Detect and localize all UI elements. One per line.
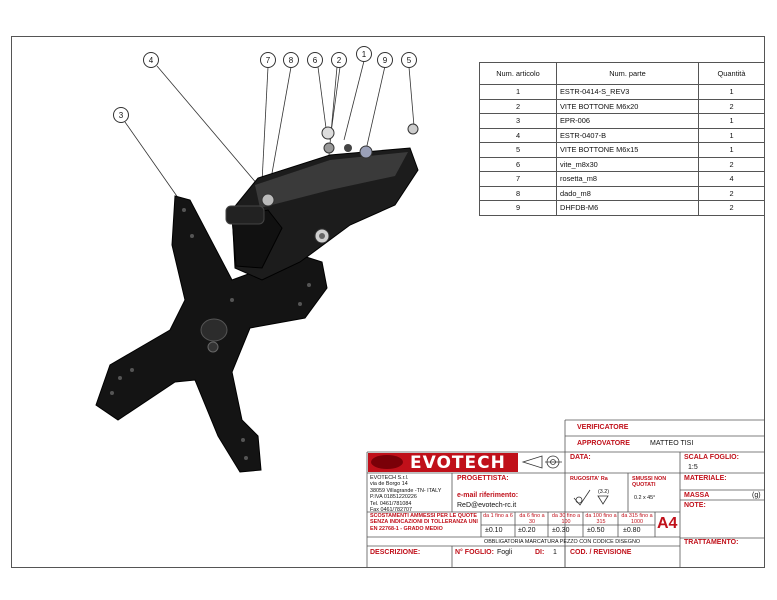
callout-2: 2 <box>331 52 347 68</box>
bom-part-number: ESTR-0407-B <box>557 128 699 143</box>
trattamento-label: TRATTAMENTO: <box>684 539 739 546</box>
bom-quantity: 2 <box>699 201 765 216</box>
bom-row <box>480 172 765 187</box>
email-value: ReD@evotech-rc.it <box>457 502 517 509</box>
bom-row <box>480 114 765 129</box>
marking-note: OBBLIGATORIA MARCATURA PEZZO CON CODICE DISEGNO <box>484 539 641 545</box>
bom-row <box>480 128 765 143</box>
verificatore-label: VERIFICATORE <box>577 424 629 431</box>
bom-part-number: dado_m8 <box>557 186 699 201</box>
company-line: via de Borgo 14 <box>370 481 408 488</box>
fogli-label: Fogli <box>497 549 513 556</box>
company-line: 38059 Villagrande -TN- ITALY <box>370 487 442 494</box>
bom-quantity: 2 <box>699 186 765 201</box>
materiale-label: MATERIALE: <box>684 475 727 482</box>
callout-5: 5 <box>401 52 417 68</box>
progettista-label: PROGETTISTA: <box>457 475 509 482</box>
company-info <box>370 475 441 513</box>
bom-part-number: DHFDB-M6 <box>557 201 699 216</box>
bom-row <box>480 99 765 114</box>
sheet-format: A4 <box>657 515 678 532</box>
bom-part-number: vite_m8x30 <box>557 157 699 172</box>
bill-of-materials <box>479 62 765 216</box>
bom-row <box>480 186 765 201</box>
bom-part-number: EPR-006 <box>557 114 699 129</box>
company-line: Tel. 0461/781084 <box>370 500 412 507</box>
foglio-label: N° FOGLIO: <box>455 549 494 556</box>
di-value: 1 <box>553 549 557 556</box>
bom-item-number: 7 <box>480 172 557 187</box>
bom-header-row <box>480 63 765 85</box>
bom-item-number: 5 <box>480 143 557 158</box>
bom-item-number: 4 <box>480 128 557 143</box>
bom-quantity: 1 <box>699 85 765 100</box>
bom-quantity: 1 <box>699 143 765 158</box>
tolerance-value: ±0.50 <box>587 527 605 534</box>
tolerance-range: da 30 fino a 100 <box>551 513 581 526</box>
company-line: P.IVA 01851220226 <box>370 494 417 501</box>
scala-value: 1:5 <box>688 464 698 471</box>
bom-header-qty: Quantità <box>699 63 765 85</box>
data-label: DATA: <box>570 454 591 461</box>
bom-quantity: 4 <box>699 172 765 187</box>
bom-header-part: Num. parte <box>557 63 699 85</box>
bom-item-number: 8 <box>480 186 557 201</box>
descrizione-label: DESCRIZIONE: <box>370 549 421 556</box>
callout-1: 1 <box>356 46 372 62</box>
bom-item-number: 1 <box>480 85 557 100</box>
bom-row <box>480 143 765 158</box>
tolerance-value: ±0.80 <box>623 527 641 534</box>
bom-item-number: 2 <box>480 99 557 114</box>
callout-3: 3 <box>113 107 129 123</box>
callout-4: 4 <box>143 52 159 68</box>
company-line: Fax 0461/782707 <box>370 507 412 514</box>
tolerance-range: da 315 fino a 1000 <box>621 513 653 526</box>
smussi-label: SMUSSI NON QUOTATI <box>632 476 667 489</box>
callout-7: 7 <box>260 52 276 68</box>
callout-6: 6 <box>307 52 323 68</box>
rugosita-value: (3.2) <box>598 489 610 495</box>
company-line: EVOTECH S.r.l. <box>370 475 409 481</box>
tolerance-value: ±0.20 <box>518 527 536 534</box>
tolerance-range: da 100 fino a 315 <box>585 513 617 526</box>
cod-revisione-label: COD. / REVISIONE <box>570 549 632 556</box>
bom-item-number: 6 <box>480 157 557 172</box>
bom-part-number: VITE BOTTONE M6x15 <box>557 143 699 158</box>
tolerance-value: ±0.10 <box>485 527 503 534</box>
massa-label: MASSA <box>684 492 710 499</box>
bom-part-number: ESTR-0414-S_REV3 <box>557 85 699 100</box>
evotech-logo: EVOTECH <box>410 453 506 473</box>
email-label: e-mail riferimento: <box>457 492 519 499</box>
bom-row <box>480 85 765 100</box>
note-label: NOTE: <box>684 502 706 509</box>
rugosita-label: RUGOSITA' Ra <box>570 476 608 482</box>
bom-quantity: 2 <box>699 157 765 172</box>
bom-row <box>480 201 765 216</box>
massa-unit: (g) <box>752 492 761 499</box>
approvatore-label: APPROVATORE <box>577 440 630 447</box>
callout-9: 9 <box>377 52 393 68</box>
bom-quantity: 1 <box>699 128 765 143</box>
bom-part-number: rosetta_m8 <box>557 172 699 187</box>
bom-quantity: 1 <box>699 114 765 129</box>
scala-label: SCALA FOGLIO: <box>684 454 739 461</box>
smussi-value: 0.2 x 45° <box>634 495 656 501</box>
tolerance-range: da 6 fino a 30 <box>519 513 545 526</box>
callout-8: 8 <box>283 52 299 68</box>
bom-item-number: 3 <box>480 114 557 129</box>
tolerance-value: ±0.30 <box>552 527 570 534</box>
bom-part-number: VITE BOTTONE M6x20 <box>557 99 699 114</box>
bom-row <box>480 157 765 172</box>
tolerance-range: da 1 fino a 6 <box>483 513 513 519</box>
di-label: DI: <box>535 549 545 556</box>
tolerance-label: SCOSTAMENTI AMMESSI PER LE QUOTE SENZA INDICAZIONI DI TOLLERANZA UNI EN 22768-1 - GRADO MEDIO <box>370 513 478 532</box>
bom-item-number: 9 <box>480 201 557 216</box>
bom-quantity: 2 <box>699 99 765 114</box>
approvatore-value: MATTEO TISI <box>650 440 694 447</box>
bom-header-item: Num. articolo <box>480 63 557 85</box>
